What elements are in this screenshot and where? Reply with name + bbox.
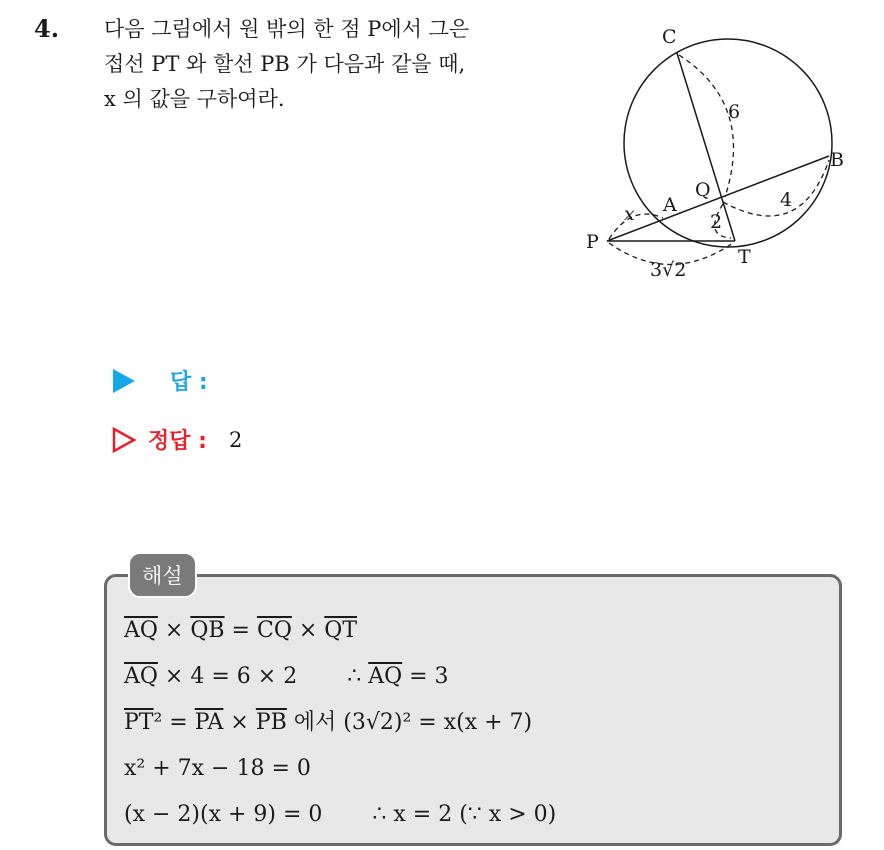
- segment-overline: $\overline{QT}$: [324, 618, 357, 643]
- label-p: P: [586, 231, 599, 253]
- solution-text: ×: [223, 710, 256, 735]
- solution-line: [124, 616, 556, 662]
- question-line-3: x 의 값을 구하여라.: [104, 87, 285, 111]
- question-line-2: 접선 PT 와 할선 PB 가 다음과 같을 때,: [104, 52, 466, 76]
- solution-line: [124, 662, 556, 708]
- solution-line: [124, 754, 556, 800]
- solution-tag: 해설: [128, 552, 197, 598]
- length-qb: 4: [780, 189, 793, 211]
- solution-text: × 4 = 6 × 2: [157, 664, 298, 689]
- outline-triangle-icon: [112, 427, 136, 453]
- label-t: T: [738, 246, 751, 268]
- length-qt: 2: [710, 211, 723, 233]
- answer-label: 답 :: [170, 370, 208, 395]
- segment-overline: $\overline{AQ}$: [368, 664, 403, 689]
- segment-overline: $\overline{AQ}$: [124, 664, 158, 689]
- play-triangle-icon: [112, 368, 136, 394]
- solution-text: ² =: [153, 710, 195, 735]
- solution-line: [124, 708, 556, 754]
- length-pa: x: [624, 203, 635, 225]
- question-line-1: 다음 그림에서 원 밖의 한 점 P에서 그은: [104, 17, 470, 41]
- segment-overline: $\overline{CQ}$: [256, 618, 292, 643]
- solution-text: (x − 2)(x + 9) = 0: [124, 802, 323, 827]
- solution-text: ∴: [347, 664, 369, 689]
- label-b: B: [830, 149, 844, 171]
- geometry-figure: [580, 14, 870, 294]
- length-cq: 6: [728, 101, 741, 123]
- answer-row: [112, 365, 208, 396]
- segment-overline: $\overline{PT}$: [124, 710, 154, 735]
- solution-line: [124, 800, 556, 846]
- segment-overline: $\overline{PA}$: [194, 710, 224, 735]
- correct-answer-label: 정답 :: [148, 429, 207, 454]
- question-text: [104, 12, 574, 117]
- label-c: C: [662, 26, 677, 48]
- question-number: 4.: [34, 14, 60, 43]
- solution-text: = 3: [402, 664, 449, 689]
- length-pt: 3√2: [650, 259, 687, 281]
- solution-text: x² + 7x − 18 = 0: [124, 756, 311, 781]
- correct-answer-row: [112, 424, 242, 455]
- solution-text: =: [224, 618, 257, 643]
- segment-overline: $\overline{AQ}$: [124, 618, 158, 643]
- label-q: Q: [695, 179, 711, 201]
- solution-lines: [124, 616, 556, 846]
- solution-text: ×: [157, 618, 191, 643]
- chord-ct: [677, 53, 735, 241]
- segment-overline: $\overline{QB}$: [190, 618, 225, 643]
- label-a: A: [663, 194, 677, 216]
- solution-text: 에서 (3√2)² = x(x + 7): [286, 710, 533, 735]
- solution-text: ×: [291, 618, 325, 643]
- arc-qb: [723, 160, 829, 216]
- correct-answer-value: 2: [228, 427, 243, 452]
- segment-overline: $\overline{PB}$: [255, 710, 287, 735]
- arc-cq: [679, 55, 733, 197]
- solution-text: ∴ x = 2 (∵ x > 0): [372, 802, 557, 827]
